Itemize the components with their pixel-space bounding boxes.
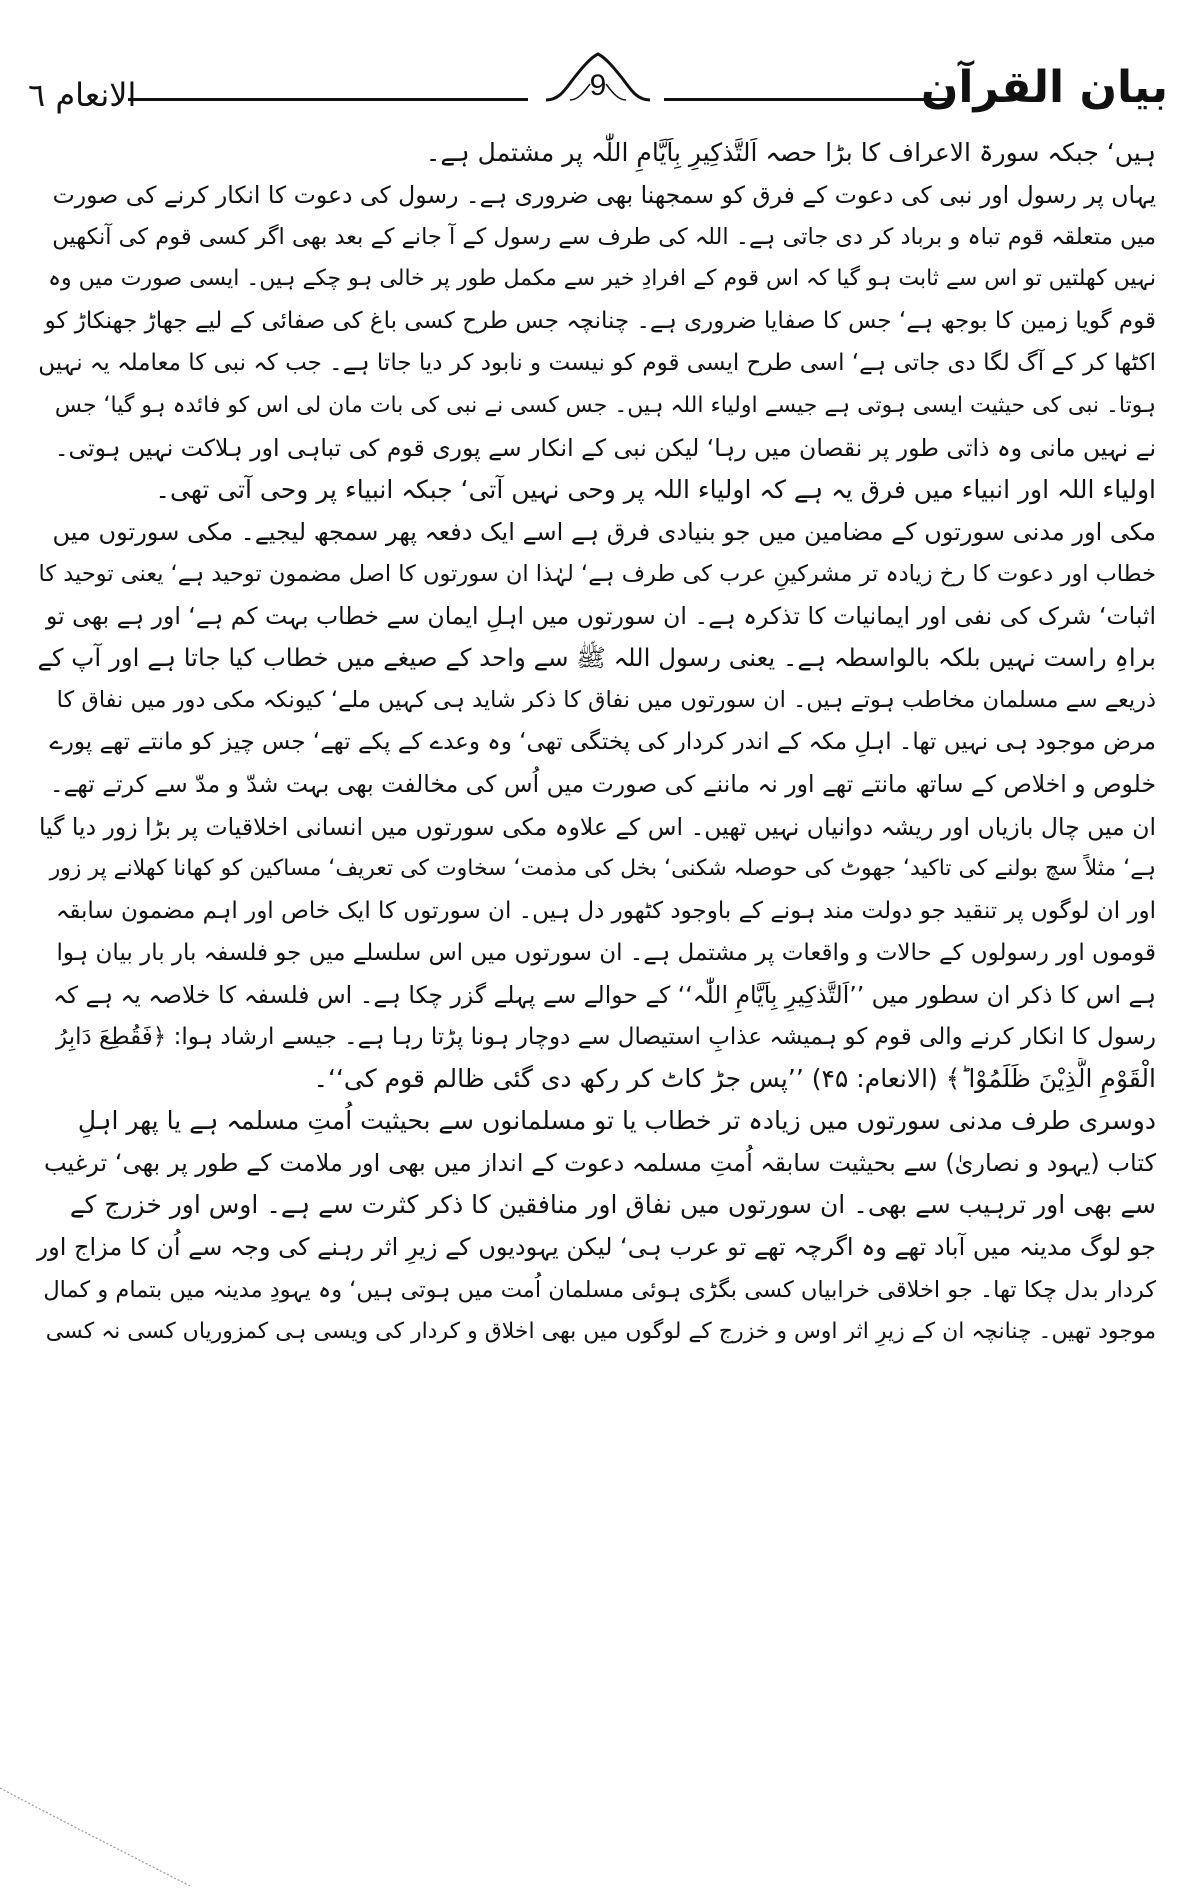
text-line: اثبات‘ شرک کی نفی اور ایمانیات کا تذکرہ ہے۔ ان سورتوں میں اہلِ ایمان سے خطاب بہت کم ہے‘ اور ہے بھی تو <box>46 602 1156 631</box>
text-line: الْقَوْمِ الَّذِیْنَ ظَلَمُوْا ؕ﴾ (الانعام: ۴۵) ’’پس جڑ کاٹ کر رکھ دی گئی ظالم قوم کی‘‘۔ <box>313 1064 1156 1094</box>
surah-name: الانعام ٦ <box>28 76 137 114</box>
text-line: ان میں چال بازیاں اور ریشہ دوانیاں نہیں تھیں۔ اس کے علاوہ مکی سورتوں میں انسانی اخلاقیات پر بڑا زور دیا گیا <box>38 812 1156 841</box>
text-line: خطاب اور دعوت کا رخ زیادہ تر مشرکینِ عرب کی طرف ہے‘ لہٰذا ان سورتوں کا اصل مضمون توحید ہے‘ یعنی توحید کا <box>38 560 1156 587</box>
text-line: ہیں‘ جبکہ سورۃ الاعراف کا بڑا حصہ اَلتَّذکِیرِ بِاَیَّامِ اللّٰہ پر مشتمل ہے۔ <box>425 138 1156 167</box>
body-text <box>36 132 1156 1353</box>
text-line: دوسری طرف مدنی سورتوں میں زیادہ تر خطاب یا تو مسلمانوں سے بحیثیت اُمتِ مسلمہ ہے یا پھر اہلِ <box>77 1106 1156 1136</box>
text-line: قوموں اور رسولوں کے حالات و واقعات پر مشتمل ہے۔ ان سورتوں میں اس سلسلے میں جو فلسفہ بار بار بیان ہوا <box>56 939 1156 966</box>
text-line: ذریعے سے مسلمان مخاطب ہوتے ہیں۔ ان سورتوں میں نفاق کا ذکر شاید ہی کہیں ملے‘ کیونکہ مکی دور میں نفاق کا <box>56 687 1156 714</box>
text-line: کتاب (یہود و نصاریٰ) سے بحیثیت سابقہ اُمتِ مسلمہ دعوت کے انداز میں بھی اور ملامت کے طور پر بھی‘ ترغیب <box>43 1149 1156 1178</box>
text-line: اور ان لوگوں پر تنقید جو دولت مند ہونے کے باوجود کٹھور دل ہیں۔ ان سورتوں کا ایک خاص اور اہم مضمون سابقہ <box>55 897 1156 924</box>
header-rule-right <box>664 98 954 101</box>
text-line: سے بھی اور ترہیب سے بھی۔ ان سورتوں میں نفاق اور منافقین کا ذکر کثرت سے ہے۔ اوس اور خزرج کے <box>69 1190 1156 1220</box>
text-line: مکی اور مدنی سورتوں کے مضامین میں جو بنیادی فرق ہے اسے ایک دفعہ پھر سمجھ لیجیے۔ مکی سورتوں میں <box>52 517 1156 546</box>
text-line: نہیں کھلتیں تو اس سے ثابت ہو گیا کہ اس قوم کے افرادِ خیر سے مکمل طور پر خالی ہو چکے ہیں۔ ایسی صورت میں وہ <box>48 266 1156 292</box>
text-line: ہے‘ مثلاً سچ بولنے کی تاکید‘ جھوٹ کی حوصلہ شکنی‘ بخل کی مذمت‘ سخاوت کی تعریف‘ مساکین کو کھانا کھلانے پر زور <box>49 855 1156 881</box>
text-line: موجود تھیں۔ چنانچہ ان کے زیرِ اثر اوس و خزرج کے لوگوں میں بھی اخلاق و کردار کی ویسی ہی کمزوریاں کسی نہ کسی <box>45 1318 1156 1344</box>
page-number: 9 <box>589 69 607 102</box>
text-line: اکٹھا کر کے آگ لگا دی جاتی ہے‘ اسی طرح ایسی قوم کو نیست و نابود کر دیا جاتا ہے۔ جب کہ نبی کا معاملہ یہ نہیں <box>38 350 1156 377</box>
scan-edge-line <box>0 1780 200 1891</box>
book-title: بیان القرآن <box>920 62 1168 113</box>
page-header <box>28 48 1168 128</box>
page-number-badge <box>540 48 656 128</box>
text-line: جو لوگ مدینہ میں آباد تھے وہ اگرچہ تھے تو عرب ہی‘ لیکن یہودیوں کے زیرِ اثر رہنے کی وجہ سے اُن کا مزاج اور <box>36 1233 1156 1262</box>
text-line: ہے اس کا ذکر ان سطور میں ’’اَلتَّذکِیرِ بِاَیَّامِ اللّٰہ‘‘ کے حوالے سے پہلے گزر چکا ہے۔ اس فلسفہ کا خلاصہ یہ ہے کہ <box>53 980 1156 1009</box>
text-line: میں متعلقہ قوم تباہ و برباد کر دی جاتی ہے۔ اللہ کی طرف سے رسول کے آ جانے کے بعد بھی اگر کسی قوم کی آنکھیں <box>52 224 1156 251</box>
text-line: مرض موجود ہی نہیں تھا۔ اہلِ مکہ کے اندر کردار کی پختگی تھی‘ وہ وعدے کے پکے تھے‘ جس چیز کو مانتے تھے پورے <box>49 729 1156 756</box>
header-rule-left <box>128 98 528 101</box>
text-line: اولیاء اللہ اور انبیاء میں فرق یہ ہے کہ اولیاء اللہ پر وحی نہیں آتی‘ جبکہ انبیاء پر وحی آتی تھی۔ <box>155 474 1156 504</box>
text-line: رسول کا انکار کرنے والی قوم کو ہمیشہ عذابِ استیصال سے دوچار ہونا پڑتا رہا ہے۔ جیسے ارشاد ہوا: ﴿فَقُطِعَ دَابِرُ <box>56 1023 1156 1050</box>
text-line: براہِ راست نہیں بلکہ بالواسطہ ہے۔ یعنی رسول اللہ ﷺ سے واحد کے صیغے میں خطاب کیا جاتا ہے اور آپ کے <box>37 643 1156 673</box>
text-line: ہوتا۔ نبی کی حیثیت ایسی ہوتی ہے جیسے اولیاء اللہ ہیں۔ جس کسی نے نبی کی بات مان لی اس کو فائدہ ہو گیا‘ جس <box>54 392 1156 418</box>
text-line: قوم گویا زمین کا بوجھ ہے‘ جس کا صفایا ضروری ہے۔ چنانچہ جس طرح کسی باغ کی صفائی کے لیے جھاڑ جھنکاڑ کو <box>44 308 1156 335</box>
text-line: یہاں پر رسول اور نبی کی دعوت کے فرق کو سمجھنا بھی ضروری ہے۔ رسول کی دعوت کا انکار کرنے کی صورت <box>52 181 1156 210</box>
text-line: خلوص و اخلاص کے ساتھ مانتے تھے اور نہ ماننے کی صورت میں اُس کی مخالفت بھی بہت شدّ و مدّ سے کرتے تھے۔ <box>49 770 1156 799</box>
text-line: کردار بدل چکا تھا۔ جو اخلاقی خرابیاں کسی بگڑی ہوئی مسلمان اُمت میں ہوتی ہیں‘ وہ یہودِ مدینہ میں بتمام و کمال <box>43 1276 1156 1303</box>
text-line: نے نہیں مانی وہ ذاتی طور پر نقصان میں رہا‘ لیکن نبی کے انکار سے پوری قوم کی تباہی اور ہلاکت نہیں ہوتی۔ <box>54 433 1156 462</box>
